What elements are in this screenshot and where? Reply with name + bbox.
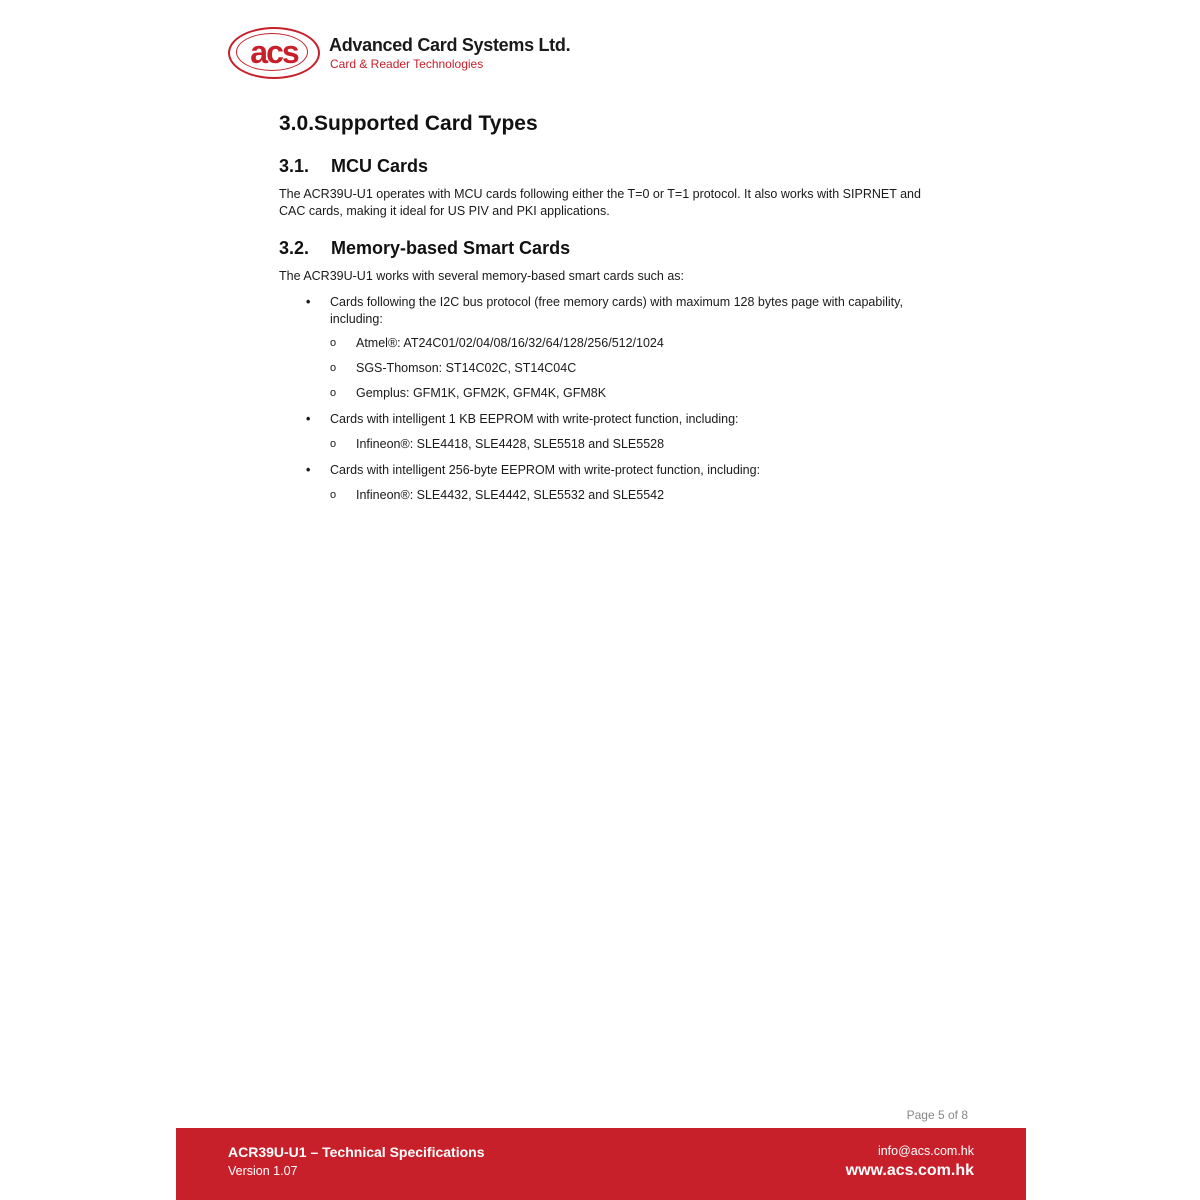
sub-list-item <box>330 487 930 504</box>
sub-list-item-text: Infineon®: SLE4418, SLE4428, SLE5518 and SLE5528 <box>356 437 665 451</box>
sub-list-item-text: Atmel®: AT24C01/02/04/08/16/32/64/128/256/512/1024 <box>356 336 664 350</box>
bullet-icon: • <box>306 412 311 426</box>
sub-list-item-text: Gemplus: GFM1K, GFM2K, GFM4K, GFM8K <box>356 386 607 400</box>
circle-bullet-icon: o <box>330 489 337 501</box>
footer-doc-title: ACR39U-U1 – Technical Specifications <box>228 1144 485 1160</box>
sub-list-item <box>330 385 930 402</box>
sub-list-item-text: SGS-Thomson: ST14C02C, ST14C04C <box>356 361 577 375</box>
company-tagline: Card & Reader Technologies <box>330 57 484 71</box>
sub-list-item <box>330 335 930 352</box>
mcu-paragraph: The ACR39U-U1 operates with MCU cards following either the T=0 or T=1 protocol. It also works with SIPRNET and CAC cards, making it ideal for US PIV and PKI applications. <box>279 187 921 218</box>
list-item <box>306 294 936 328</box>
bullet-icon: • <box>306 295 311 309</box>
list-item-text: Cards with intelligent 1 KB EEPROM with write-protect function, including: <box>330 412 739 426</box>
circle-bullet-icon: o <box>330 387 337 399</box>
section-title: MCU Cards <box>331 156 429 176</box>
section-heading-memory <box>279 238 570 259</box>
sub-list-item-text: Infineon®: SLE4432, SLE4442, SLE5532 and SLE5542 <box>356 488 665 502</box>
footer-version: Version 1.07 <box>228 1164 298 1178</box>
list-item-text: Cards following the I2C bus protocol (free memory cards) with maximum 128 bytes page with capability, including: <box>330 295 903 326</box>
memory-intro: The ACR39U-U1 works with several memory-based smart cards such as: <box>279 269 684 283</box>
footer-website-link[interactable]: www.acs.com.hk <box>845 1162 974 1179</box>
section-number: 3.2. <box>279 238 310 258</box>
list-item-text: Cards with intelligent 256-byte EEPROM with write-protect function, including: <box>330 463 761 477</box>
sub-list-item <box>330 360 930 377</box>
circle-bullet-icon: o <box>330 362 337 374</box>
sub-list-item <box>330 436 930 453</box>
list-item <box>306 462 936 479</box>
section-number: 3.1. <box>279 156 310 176</box>
circle-bullet-icon: o <box>330 337 337 349</box>
page-number: Page 5 of 8 <box>906 1108 968 1122</box>
company-name: Advanced Card Systems Ltd. <box>329 35 571 55</box>
company-logo: acs <box>250 34 298 70</box>
bullet-icon: • <box>306 463 311 477</box>
circle-bullet-icon: o <box>330 438 337 450</box>
page-title: 3.0.Supported Card Types <box>279 112 538 135</box>
list-item <box>306 411 936 428</box>
section-heading-mcu <box>279 156 428 177</box>
footer-email-link[interactable]: info@acs.com.hk <box>877 1144 974 1158</box>
section-title: Memory-based Smart Cards <box>331 238 571 258</box>
footer <box>176 1128 1026 1200</box>
